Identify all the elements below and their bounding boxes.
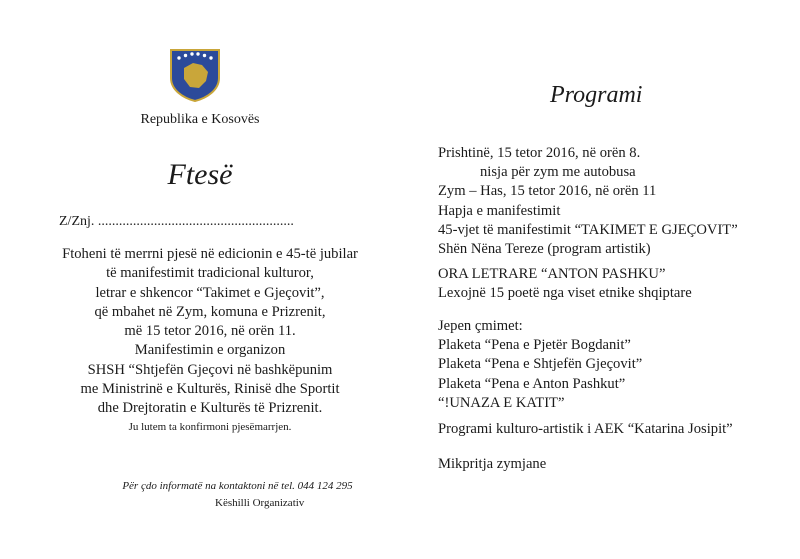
program-title: Programi <box>550 82 643 108</box>
program-block-artistic <box>438 420 733 439</box>
program-line: Jepen çmimet: <box>438 318 523 334</box>
republic-name: Republika e Kosovës <box>140 112 260 127</box>
body-line: më 15 tetor 2016, në orën 11. <box>124 323 296 340</box>
program-line: nisja për zym me autobusa <box>480 164 636 181</box>
program-line: “!UNAZA E KATIT” <box>438 394 565 411</box>
invitation-title: Ftesë <box>167 158 233 191</box>
program-line: Prishtinë, 15 tetor 2016, në orën 8. <box>438 145 641 161</box>
invitation-panel <box>0 0 395 559</box>
program-line: Lexojnë 15 poetë nga viset etnike shqiptare <box>438 285 692 302</box>
program-line: Shën Nëna Tereze (program artistik) <box>438 241 651 258</box>
body-line: që mbahet në Zym, komuna e Prizrenit, <box>94 303 326 320</box>
program-line: Plaketa “Pena e Shtjefën Gjeçovit” <box>438 356 643 373</box>
program-panel <box>400 0 800 559</box>
organizing-council: Këshilli Organizativ <box>215 497 305 509</box>
body-line: Ftoheni të merrni pjesë në edicionin e 45-të jubilar <box>62 246 358 262</box>
body-line: Manifestimin e organizon <box>134 342 286 359</box>
program-block-schedule <box>438 144 738 259</box>
program-line: 45-vjet të manifestimit “TAKIMET E GJEÇOVIT” <box>438 221 738 238</box>
program-block-hospitality <box>438 455 546 474</box>
addressee-line: Z/Znj. ........................................................ <box>59 214 294 229</box>
body-line: SHSH “Shtjefën Gjeçovi në bashkëpunim <box>87 361 333 378</box>
program-line: Mikpritja zymjane <box>438 456 547 472</box>
program-block-literary-hour <box>438 265 692 303</box>
confirm-note: Ju lutem ta konfirmoni pjesëmarrjen. <box>128 421 292 433</box>
program-block-awards <box>438 317 642 413</box>
body-line: dhe Drejtoratin e Kulturës të Prizrenit. <box>97 400 323 417</box>
program-line: Plaketa “Pena e Pjetër Bogdanit” <box>438 337 631 354</box>
body-line: letrar e shkencor “Takimet e Gjeçovit”, <box>95 284 325 301</box>
body-line: të manifestimit tradicional kulturor, <box>106 265 314 282</box>
program-line: Plaketa “Pena e Anton Pashkut” <box>438 375 626 392</box>
kosovo-coat-of-arms-icon <box>169 48 221 102</box>
program-line: ORA LETRARE “ANTON PASHKU” <box>438 266 666 282</box>
body-line: me Ministrinë e Kulturës, Rinisë dhe Sportit <box>80 381 340 398</box>
program-line: Hapja e manifestimit <box>438 202 561 219</box>
program-line: Zym – Has, 15 tetor 2016, në orën 11 <box>438 183 657 200</box>
invitation-body <box>40 245 380 419</box>
contact-note: Për çdo informatë na kontaktoni në tel. 044 124 295 <box>122 480 353 492</box>
program-line: Programi kulturo-artistik i AEK “Katarina Josipit” <box>438 421 733 437</box>
